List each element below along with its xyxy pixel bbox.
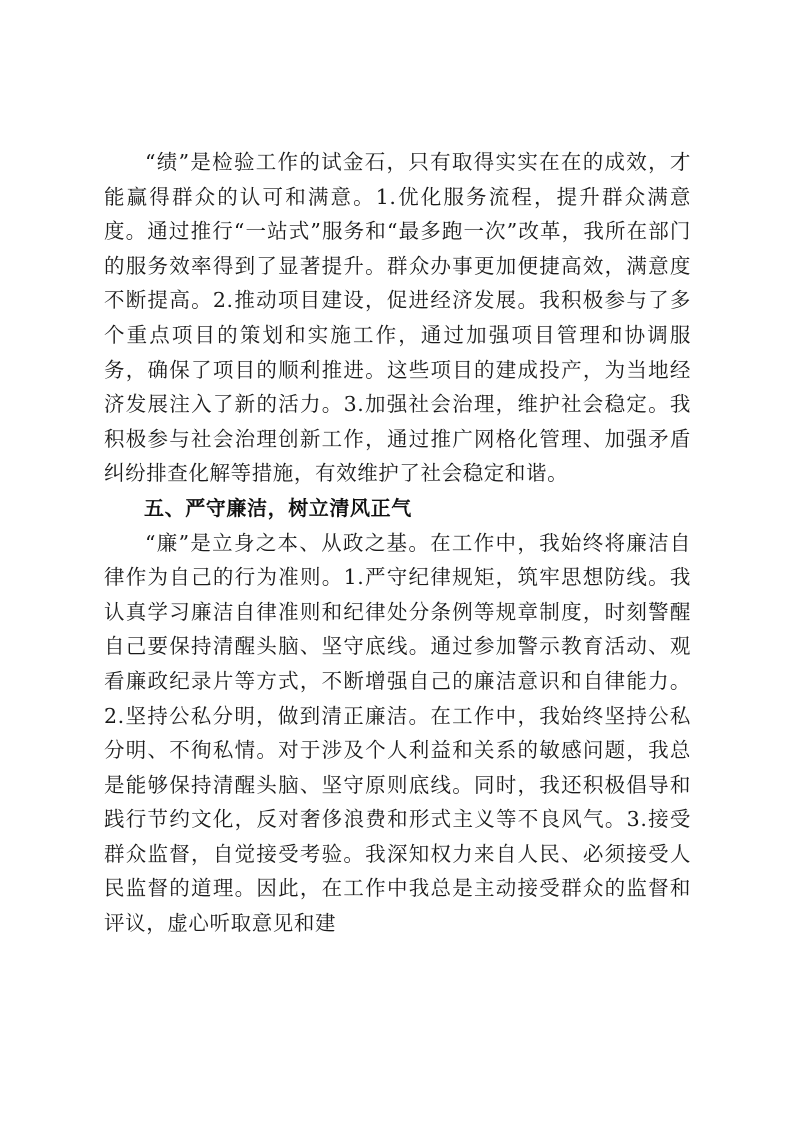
paragraph-achievements: “绩”是检验工作的试金石，只有取得实实在在的成效，才能赢得群众的认可和满意。1.优化服务流程，提升群众满意度。通过推行“一站式”服务和“最多跑一次”改革，我所在部门的服务效率得到了显著提升。群众办事更加便捷高效，满意度不断提高。2.推动项目建设，促进经济发展。我积极参与了多个重点项目的策划和实施工作，通过加强项目管理和协调服务，确保了项目的顺利推进。这些项目的建成投产，为当地经济发展注入了新的活力。3.加强社会治理，维护社会稳定。我积极参与社会治理创新工作，通过推广网格化管理、加强矛盾纠纷排查化解等措施，有效维护了社会稳定和谐。 (104, 150, 691, 486)
paragraph-integrity: “廉”是立身之本、从政之基。在工作中，我始终将廉洁自律作为自己的行为准则。1.严守纪律规矩，筑牢思想防线。我认真学习廉洁自律准则和纪律处分条例等规章制度，时刻警醒自己要保持清醒头脑、坚守底线。通过参加警示教育活动、观看廉政纪录片等方式，不断增强自己的廉洁意识和自律能力。2.坚持公私分明，做到清正廉洁。在工作中，我始终坚持公私分明、不徇私情。对于涉及个人利益和关系的敏感问题，我总是能够保持清醒头脑、坚守原则底线。同时，我还积极倡导和践行节约文化，反对奢侈浪费和形式主义等不良风气。3.接受群众监督，自觉接受考验。我深知权力来自人民、必须接受人民监督的道理。因此，在工作中我总是主动接受群众的监督和评议，虚心听取意见和建 (104, 530, 691, 936)
document-body (104, 145, 691, 941)
section-heading-integrity: 五、严守廉洁，树立清风正气 (144, 495, 412, 520)
